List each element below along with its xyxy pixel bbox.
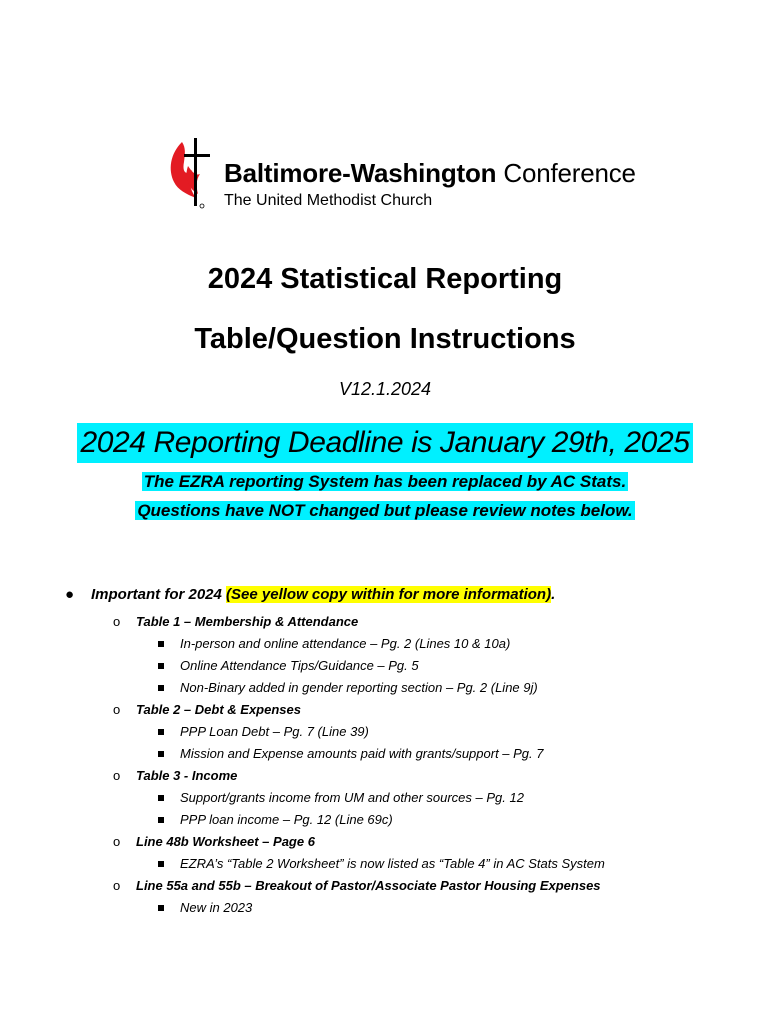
square-bullet-icon [158, 905, 164, 911]
church-name: The United Methodist Church [224, 192, 433, 209]
circle-bullet-icon: o [113, 834, 121, 849]
bullet-icon: ● [65, 586, 75, 603]
circle-bullet-icon: o [113, 702, 121, 717]
cross-and-flame-icon [166, 136, 220, 212]
highlight-note: (See yellow copy within for more information) [226, 586, 552, 603]
square-bullet-icon [158, 663, 164, 669]
document-title-line1: 2024 Statistical Reporting [207, 263, 563, 295]
conference-name: Baltimore-Washington Conference [224, 158, 636, 188]
circle-bullet-icon: o [113, 768, 121, 783]
square-bullet-icon [158, 795, 164, 801]
square-bullet-icon [158, 641, 164, 647]
document-title-line2: Table/Question Instructions [194, 323, 576, 355]
version-label: V12.1.2024 [338, 379, 432, 399]
square-bullet-icon [158, 817, 164, 823]
circle-bullet-icon: o [113, 614, 121, 629]
square-bullet-icon [158, 861, 164, 867]
square-bullet-icon [158, 685, 164, 691]
square-bullet-icon [158, 751, 164, 757]
circle-bullet-icon: o [113, 878, 121, 893]
deadline-banner [0, 423, 770, 463]
conference-logo [166, 136, 636, 212]
deadline-text: 2024 Reporting Deadline is January 29th, 2025 [77, 423, 692, 463]
notice-line2: Questions have NOT changed but please review notes below. [137, 501, 633, 520]
notice-line1: The EZRA reporting System has been replaced by AC Stats. [143, 472, 627, 491]
square-bullet-icon [158, 729, 164, 735]
